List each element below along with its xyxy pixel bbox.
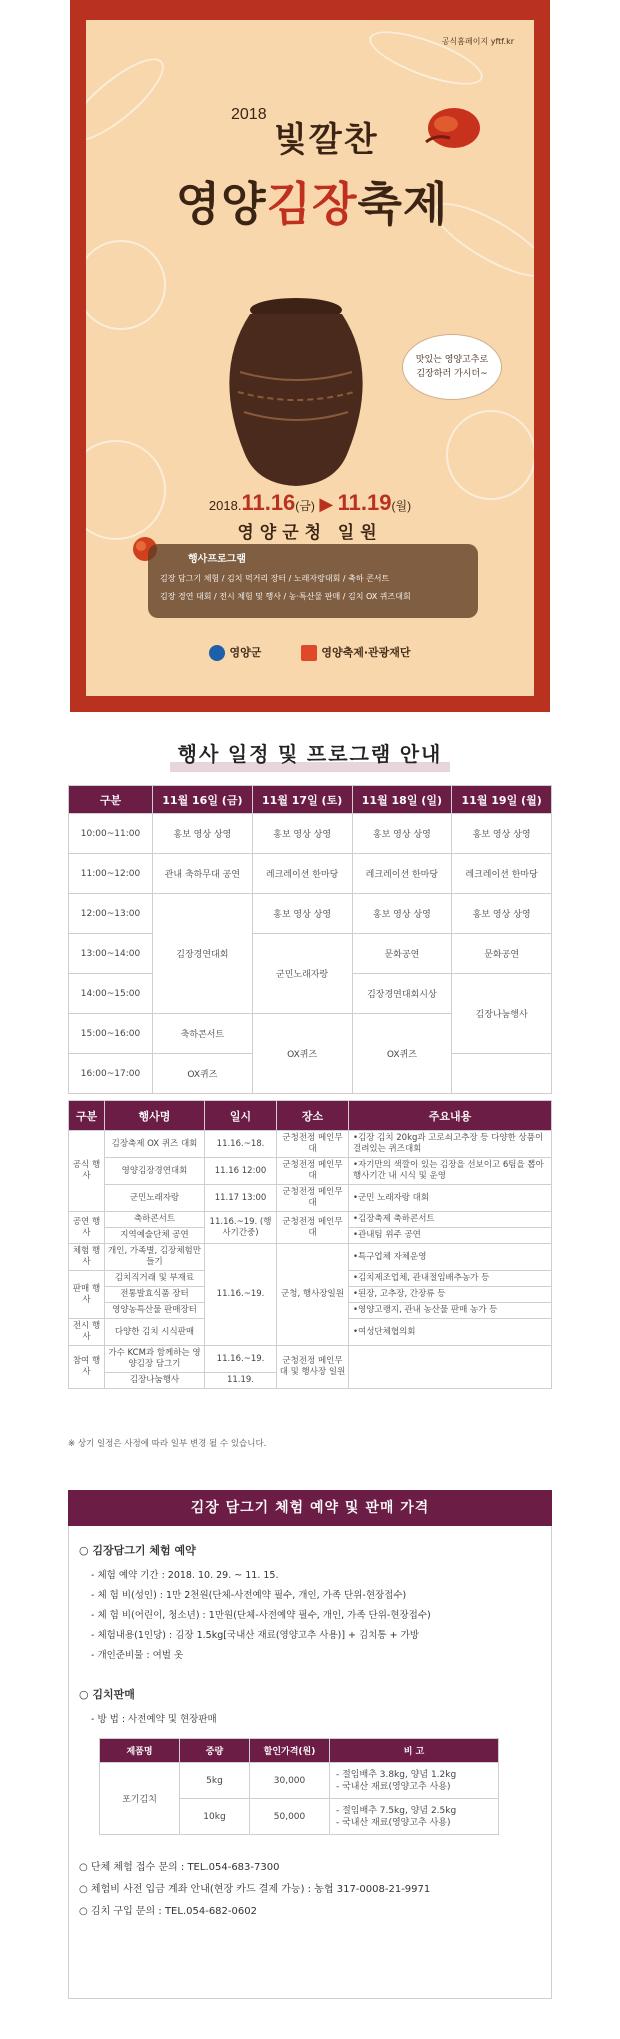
table-row [69,1185,552,1212]
table-cell: •특구업체 자체운영 [349,1244,552,1271]
category-cell: 공식 행사 [69,1131,105,1212]
category-cell: 전시 행사 [69,1319,105,1346]
table-cell: 홍보 영상 상영 [352,894,452,934]
table-cell: •된장, 고추장, 간장류 등 [349,1287,552,1303]
table-cell [452,1054,552,1094]
category-cell: 판매 행사 [69,1271,105,1319]
table-cell: 지역예술단체 공연 [105,1228,205,1244]
table-cell: 11.19. [205,1373,277,1389]
table-cell: 군민노래자랑 [105,1185,205,1212]
table-cell: - 절임배추 7.5kg, 양념 2.5kg - 국내산 재료(영양고추 사용) [330,1799,499,1835]
cabbage-illustration [446,410,534,500]
table-cell: 홍보 영상 상영 [252,894,352,934]
yeongyang-county-logo: 영양군 [209,644,261,661]
onggi-jar-icon [216,292,376,492]
table-cell: •여성단체협의회 [349,1319,552,1346]
table-header-row [69,1101,552,1131]
table-cell: 군청, 행사장일원 [277,1244,349,1346]
table-header: 일시 [205,1101,277,1131]
table-cell: 레크레이션 한마당 [352,854,452,894]
radish-illustration [86,46,175,154]
table-row [69,1244,552,1271]
table-row [69,1158,552,1185]
table-cell: 11.16.~18. [205,1131,277,1158]
table-cell: 군청전정 메인무대 [277,1131,349,1158]
table-cell: •영양고랭지, 관내 농산물 판매 농가 등 [349,1303,552,1319]
table-cell: 문화공연 [352,934,452,974]
experience-heading: ○ 김장담그기 체험 예약 [79,1544,196,1557]
yftf-logo: 영양축제·관광재단 [301,644,410,661]
schedule-table [68,785,552,1094]
program-title: 행사프로그램 [188,554,246,565]
table-cell: 군민노래자랑 [252,934,352,1014]
group-contact: ○ 단체 체험 접수 문의 : TEL.054-683-7300 [79,1862,280,1873]
homepage-url[interactable]: 공식홈페이지 yftf.kr [441,37,514,46]
table-row [69,1346,552,1373]
time-cell: 13:00~14:00 [69,934,153,974]
purchase-contact: ○ 김치 구입 문의 : TEL.054-682-0602 [79,1906,257,1917]
category-cell: 참여 행사 [69,1346,105,1389]
table-cell: •군민 노래자랑 대회 [349,1185,552,1212]
kimchi-chili-icon [416,98,486,154]
table-header: 구분 [69,786,153,814]
category-cell: 체험 행사 [69,1244,105,1271]
table-cell: 김치직거래 및 부재료 [105,1271,205,1287]
arrow-right-icon: ▶ [319,494,334,514]
table-cell: OX퀴즈 [153,1054,253,1094]
schedule-title: 행사 일정 및 프로그램 안내 [177,744,443,766]
table-cell: 50,000 [250,1799,330,1835]
table-cell: 군청전정 메인무대 [277,1212,349,1244]
table-cell: •김치제조업체, 관내절임배추농가 등 [349,1271,552,1287]
experience-line: - 개인준비물 : 여벌 옷 [91,1650,184,1661]
category-cell: 공연 행사 [69,1212,105,1244]
table-cell: 김장경연대회시상 [352,974,452,1014]
table-cell: •김장 김치 20kg과 고로쇠고추장 등 다양한 상품이 걸려있는 퀴즈대회 [349,1131,552,1158]
table-cell: 11.16.~19. [205,1346,277,1373]
poster-title: 영양김장축제 [175,177,449,231]
table-cell: 레크레이션 한마당 [452,854,552,894]
table-cell: •자기만의 색깔이 있는 김장을 선보이고 6팀을 뽑아 행사기간 내 시식 및 운영 [349,1158,552,1185]
time-cell: 12:00~13:00 [69,894,153,934]
table-row [69,1131,552,1158]
time-cell: 16:00~17:00 [69,1054,153,1094]
time-cell: 11:00~12:00 [69,854,153,894]
schedule-note: ※ 상기 일정은 사정에 따라 일부 변경 될 수 있습니다. [68,1439,267,1449]
experience-line: - 체험 예약 기간 : 2018. 10. 29. ~ 11. 15. [91,1570,279,1581]
table-cell: •김장축제 축하콘서트 [349,1212,552,1228]
festival-place: 영양군청 일원 [237,523,383,542]
table-cell: OX퀴즈 [352,1014,452,1094]
table-header: 중량 [180,1739,250,1763]
poster-subtitle: 빛깔찬 [274,120,379,160]
table-header: 할인가격(원) [250,1739,330,1763]
table-cell: •관내팀 위주 공연 [349,1228,552,1244]
cabbage-illustration [86,240,166,330]
program-box [148,544,478,618]
table-header: 11월 19일 (월) [452,786,552,814]
booking-box [68,1526,552,1999]
table-cell: 전통발효식품 장터 [105,1287,205,1303]
table-row [69,934,552,974]
festival-poster [70,0,550,712]
table-cell: 영양김장경연대회 [105,1158,205,1185]
sponsor-logos [86,644,534,661]
table-cell: 홍보 영상 상영 [352,814,452,854]
table-cell: 홍보 영상 상영 [252,814,352,854]
table-cell: 김장경연대회 [153,894,253,1014]
poster-year: 2018 [231,106,267,123]
radish-illustration [363,21,488,96]
table-row [69,894,552,934]
table-header: 구분 [69,1101,105,1131]
experience-line: - 체 험 비(성인) : 1만 2천원(단체-사전예약 필수, 개인, 가족 단위-현장접수) [91,1590,407,1601]
experience-line: - 체 험 비(어린이, 청소년) : 1만원(단체-사전예약 필수, 개인, 가족 단위-현장접수) [91,1610,431,1621]
festival-dates: 2018.11.16(금) ▶ 11.19(월) [208,490,412,515]
table-cell: 축하콘서트 [153,1014,253,1054]
table-cell: 11.17 13:00 [205,1185,277,1212]
table-header: 비 고 [330,1739,499,1763]
table-cell: 10kg [180,1799,250,1835]
table-header-row [100,1739,499,1763]
table-row [69,854,552,894]
county-emblem-icon [209,645,225,661]
program-line: 김장 경연 대회 / 전시 체험 및 행사 / 농·특산물 판매 / 김치 OX 퀴즈대회 [160,592,411,601]
table-cell: 포기김치 [100,1763,180,1835]
table-cell: 군청전정 메인무대 [277,1158,349,1185]
table-cell: 김장축제 OX 퀴즈 대회 [105,1131,205,1158]
table-cell: 30,000 [250,1763,330,1799]
table-cell: 홍보 영상 상영 [452,814,552,854]
account-info: ○ 체험비 사전 입금 계좌 안내(현장 카드 결제 가능) : 농협 317-0008-21-9971 [79,1884,431,1895]
poster-canvas [86,20,534,696]
table-cell: 영양농특산물 판매장터 [105,1303,205,1319]
table-cell: 11.16.~19. [205,1244,277,1346]
kimchi-price-table [99,1738,499,1835]
sale-line: - 방 법 : 사전예약 및 현장판매 [91,1714,217,1725]
table-cell: OX퀴즈 [252,1014,352,1094]
table-cell: 김장나눔행사 [105,1373,205,1389]
table-cell: 김장나눔행사 [452,974,552,1054]
experience-line: - 체험내용(1인당) : 김장 1.5kg[국내산 재료(영양고추 사용)] + 김치통 + 가방 [91,1630,419,1641]
table-cell: 11.16 12:00 [205,1158,277,1185]
time-cell: 14:00~15:00 [69,974,153,1014]
time-cell: 10:00~11:00 [69,814,153,854]
table-row [100,1763,499,1799]
table-cell: 11.16.~19. (행사기간중) [205,1212,277,1244]
table-cell: 축하콘서트 [105,1212,205,1228]
table-cell: 레크레이션 한마당 [252,854,352,894]
table-cell: 개인, 가족별, 김장체험만들기 [105,1244,205,1271]
table-cell: 문화공연 [452,934,552,974]
table-header: 제품명 [100,1739,180,1763]
table-header: 11월 18일 (일) [352,786,452,814]
table-header: 행사명 [105,1101,205,1131]
table-row [69,1212,552,1228]
table-cell: 군청전정 메인무대 및 행사장 일원 [277,1346,349,1389]
events-table [68,1100,552,1389]
time-cell: 15:00~16:00 [69,1014,153,1054]
table-cell: 관내 축하무대 공연 [153,854,253,894]
table-row [69,814,552,854]
yftf-mark-icon [301,645,317,661]
table-header: 11월 17일 (토) [252,786,352,814]
table-header: 11월 16일 (금) [153,786,253,814]
program-line: 김장 담그기 체험 / 김치 먹거리 장터 / 노래자랑대회 / 축하 콘서트 [160,574,390,583]
table-cell: 다양한 김치 시식판매 [105,1319,205,1346]
table-cell: 홍보 영상 상영 [452,894,552,934]
table-cell: 가수 KCM과 함께하는 영양김장 담그기 [105,1346,205,1373]
table-header-row [69,786,552,814]
speech-bubble: 맛있는 영양고추로 김장하러 가시더~ [402,334,502,400]
table-cell: 5kg [180,1763,250,1799]
table-cell: 홍보 영상 상영 [153,814,253,854]
table-cell: 군청전정 메인무대 [277,1185,349,1212]
table-cell: - 절임배추 3.8kg, 양념 1.2kg - 국내산 재료(영양고추 사용) [330,1763,499,1799]
booking-title: 김장 담그기 체험 예약 및 판매 가격 [68,1490,552,1526]
sale-heading: ○ 김치판매 [79,1688,135,1701]
table-cell [349,1346,552,1389]
table-header: 주요내용 [349,1101,552,1131]
table-header: 장소 [277,1101,349,1131]
